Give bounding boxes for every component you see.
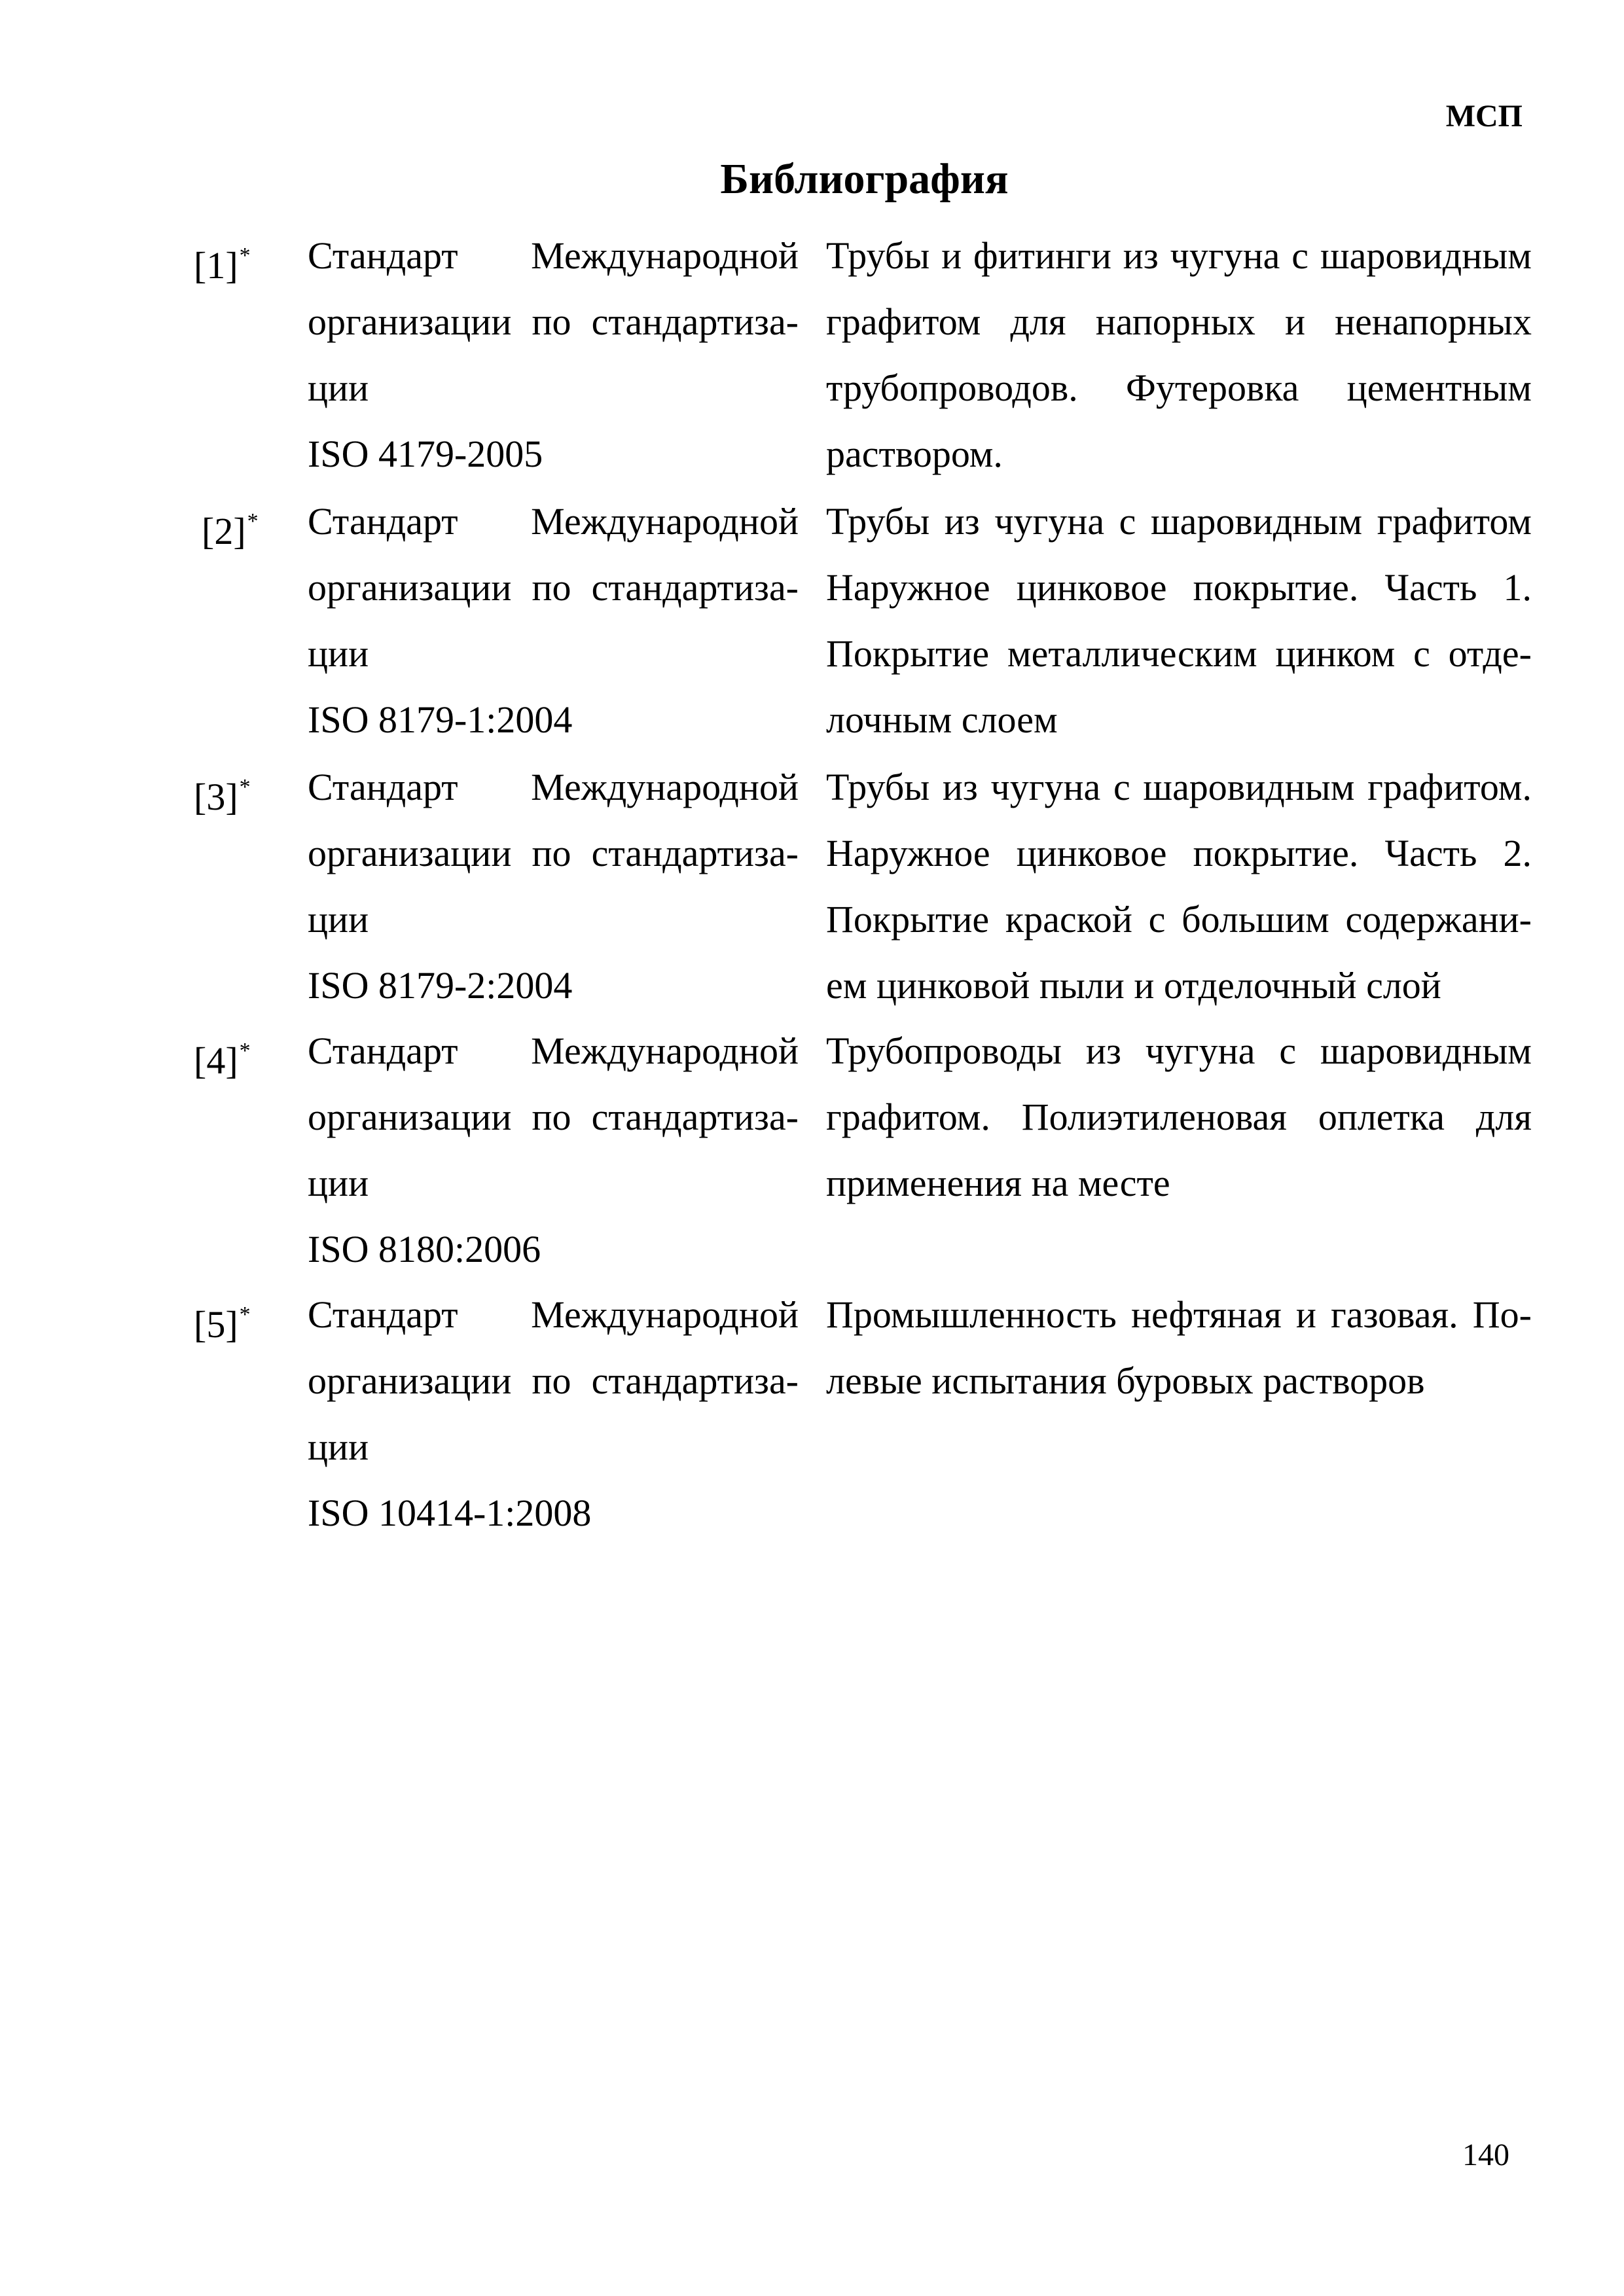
reference-source: Стандарт Международной организации по стандартиза- ции ISO 8179-1:2004 [308, 500, 799, 741]
reference-title: Трубы и фитинги из чугуна с шаровидным графитом для напорных и ненапорных трубопроводов. Футеровка цементным раствором. [826, 234, 1532, 475]
asterisk-mark: * [239, 1039, 251, 1063]
reference-number: [4]* [194, 1039, 251, 1082]
asterisk-mark: * [239, 775, 251, 799]
asterisk-mark: * [239, 1302, 251, 1327]
reference-title: Трубы из чугуна с шаровидным графитом Наружное цинковое покрытие. Часть 1. Покрытие металлическим цинком с отде- лочным слоем [826, 500, 1532, 741]
reference-source: Стандарт Международной организации по стандартиза- ции ISO 10414-1:2008 [308, 1293, 799, 1534]
reference-title: Промышленность нефтяная и газовая. По- левые испытания буровых растворов [826, 1293, 1532, 1402]
asterisk-mark: * [247, 509, 259, 533]
asterisk-mark: * [239, 243, 251, 268]
page-number: 140 [1462, 2138, 1509, 2172]
reference-source: Стандарт Международной организации по стандартиза- ции ISO 8180:2006 [308, 1030, 799, 1270]
reference-number: [5]* [194, 1302, 251, 1346]
document-code: МСП [1445, 99, 1523, 134]
page-title: Библиография [720, 155, 1009, 203]
reference-number: [2]* [202, 509, 259, 552]
reference-title: Трубы из чугуна с шаровидным графитом. Наружное цинковое покрытие. Часть 2. Покрытие краской с большим содержани- ем цинковой пыли и отделочный слой [826, 766, 1532, 1007]
reference-number: [3]* [194, 775, 251, 818]
reference-source: Стандарт Международной организации по стандартиза- ции ISO 8179-2:2004 [308, 766, 799, 1007]
reference-title: Трубопроводы из чугуна с шаровидным графитом. Полиэтиленовая оплетка для применения на месте [826, 1030, 1532, 1204]
reference-source: Стандарт Международной организации по стандартиза- ции ISO 4179-2005 [308, 234, 799, 475]
reference-number: [1]* [194, 243, 251, 287]
